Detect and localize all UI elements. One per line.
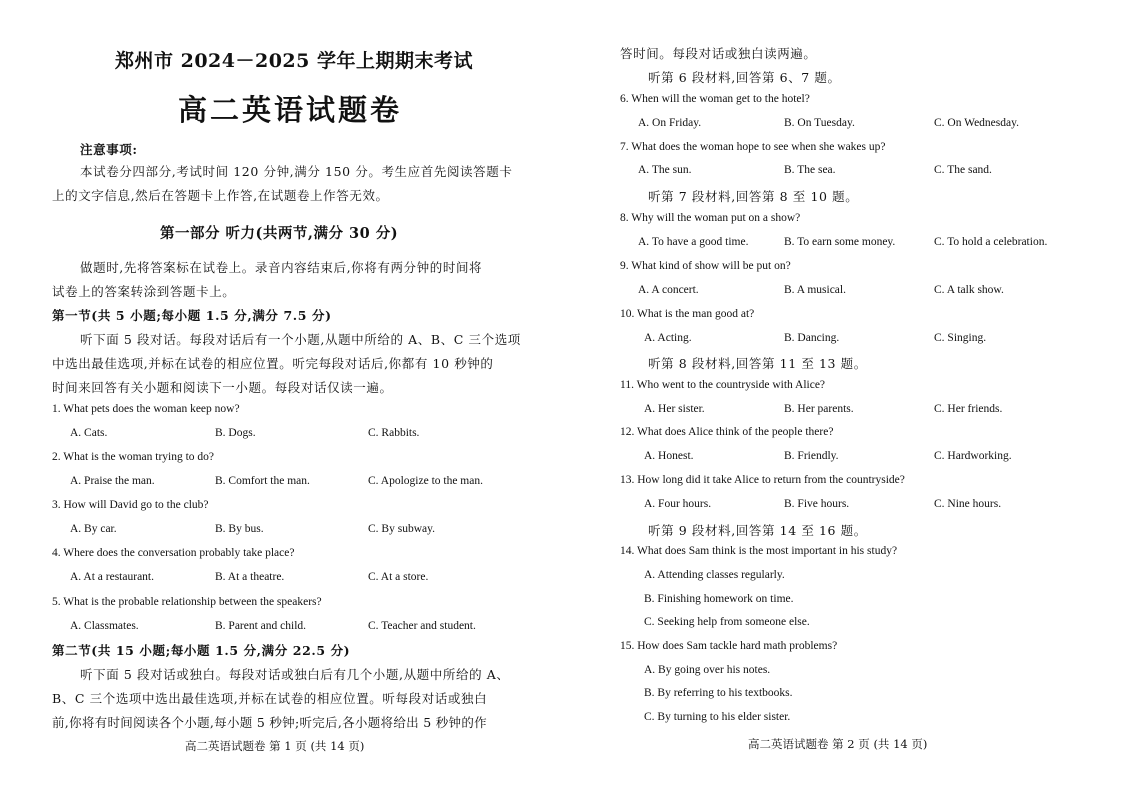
material-heading: 听第 7 段材料,回答第 8 至 10 题。 — [648, 189, 859, 204]
question-text: 5. What is the probable relationship between the speakers? — [52, 596, 322, 608]
question-text: 12. What does Alice think of the people there? — [620, 426, 834, 438]
question-text: 3. How will David go to the club? — [52, 499, 209, 511]
option-a: A. By car. — [70, 523, 117, 535]
option-a: A. Classmates. — [70, 620, 139, 632]
question-text: 10. What is the man good at? — [620, 308, 755, 320]
option-c: C. Teacher and student. — [368, 620, 476, 632]
option-c: C. Nine hours. — [934, 498, 1002, 510]
option-c: C. By subway. — [368, 523, 435, 535]
option-a: A. By going over his notes. — [644, 664, 771, 676]
material-heading: 听第 6 段材料,回答第 6、7 题。 — [648, 70, 841, 85]
question-text: 7. What does the woman hope to see when she wakes up? — [620, 141, 886, 153]
question-text: 14. What does Sam think is the most important in his study? — [620, 545, 898, 557]
option-b: B. By bus. — [215, 523, 264, 535]
option-c: C. To hold a celebration. — [934, 236, 1048, 248]
exam-page-1 — [0, 0, 560, 794]
page-footer: 高二英语试题卷 第 1 页 (共 14 页) — [185, 739, 365, 753]
option-c: C. Rabbits. — [368, 427, 420, 439]
section-instruction: 时间来回答有关小题和阅读下一小题。每段对话仅读一遍。 — [52, 380, 393, 395]
option-b: B. Friendly. — [784, 450, 839, 462]
option-b: B. Dancing. — [784, 332, 840, 344]
option-b: B. To earn some money. — [784, 236, 896, 248]
section-instruction: 听下面 5 段对话或独白。每段对话或独白后有几个小题,从题中所给的 A、 — [80, 667, 510, 682]
question-text: 1. What pets does the woman keep now? — [52, 403, 240, 415]
option-a: A. On Friday. — [638, 117, 702, 129]
question-text: 2. What is the woman trying to do? — [52, 451, 215, 463]
question-text: 6. When will the woman get to the hotel? — [620, 93, 810, 105]
option-c: C. By turning to his elder sister. — [644, 711, 791, 723]
part-heading: 第一部分 听力(共两节,满分 30 分) — [160, 225, 399, 242]
question-text: 9. What kind of show will be put on? — [620, 260, 791, 272]
option-a: A. Praise the man. — [70, 475, 155, 487]
option-a: A. Attending classes regularly. — [644, 569, 785, 581]
section-instruction: 听下面 5 段对话。每段对话后有一个小题,从题中所给的 A、B、C 三个选项 — [80, 332, 521, 347]
option-a: A. The sun. — [638, 164, 692, 176]
intro-line: 试卷上的答案转涂到答题卡上。 — [52, 284, 236, 299]
option-b: B. Comfort the man. — [215, 475, 310, 487]
section-instruction: B、C 三个选项中选出最佳选项,并标在试卷的相应位置。听每段对话或独白 — [52, 691, 488, 706]
section-instruction: 前,你将有时间阅读各个小题,每小题 5 秒钟;听完后,各小题将给出 5 秒钟的作 — [52, 715, 487, 730]
option-c: C. On Wednesday. — [934, 117, 1019, 129]
exam-subtitle: 高二英语试题卷 — [178, 93, 403, 127]
option-c: C. At a store. — [368, 571, 429, 583]
option-c: C. Hardworking. — [934, 450, 1012, 462]
option-c: C. Apologize to the man. — [368, 475, 483, 487]
question-text: 8. Why will the woman put on a show? — [620, 212, 801, 224]
option-b: B. Five hours. — [784, 498, 850, 510]
option-a: A. A concert. — [638, 284, 699, 296]
option-b: B. The sea. — [784, 164, 836, 176]
option-c: C. Her friends. — [934, 403, 1003, 415]
question-text: 11. Who went to the countryside with Alice? — [620, 379, 826, 391]
page-footer: 高二英语试题卷 第 2 页 (共 14 页) — [748, 737, 928, 751]
option-b: B. Finishing homework on time. — [644, 593, 794, 605]
material-heading: 听第 8 段材料,回答第 11 至 13 题。 — [648, 356, 867, 371]
option-b: B. A musical. — [784, 284, 846, 296]
option-a: A. At a restaurant. — [70, 571, 154, 583]
notice-line: 上的文字信息,然后在答题卡上作答,在试题卷上作答无效。 — [52, 188, 389, 203]
section-heading: 第一节(共 5 小题;每小题 1.5 分,满分 7.5 分) — [52, 308, 332, 323]
option-b: B. Her parents. — [784, 403, 854, 415]
option-a: A. Four hours. — [644, 498, 712, 510]
option-a: A. Her sister. — [644, 403, 705, 415]
option-a: A. Acting. — [644, 332, 692, 344]
option-c: C. Singing. — [934, 332, 987, 344]
option-c: C. A talk show. — [934, 284, 1004, 296]
option-b: B. On Tuesday. — [784, 117, 855, 129]
question-text: 4. Where does the conversation probably take place? — [52, 547, 295, 559]
section-instruction: 中选出最佳选项,并标在试卷的相应位置。听完每段对话后,你都有 10 秒钟的 — [52, 356, 494, 371]
option-c: C. The sand. — [934, 164, 992, 176]
question-text: 15. How does Sam tackle hard math problems? — [620, 640, 838, 652]
section-heading: 第二节(共 15 小题;每小题 1.5 分,满分 22.5 分) — [52, 643, 351, 658]
material-heading: 听第 9 段材料,回答第 14 至 16 题。 — [648, 523, 867, 538]
question-text: 13. How long did it take Alice to return from the countryside? — [620, 474, 905, 486]
notice-heading: 注意事项: — [80, 142, 138, 157]
intro-line: 做题时,先将答案标在试卷上。录音内容结束后,你将有两分钟的时间将 — [80, 260, 483, 275]
option-b: B. Dogs. — [215, 427, 256, 439]
option-b: B. At a theatre. — [215, 571, 285, 583]
exam-page-2 — [562, 0, 1123, 794]
continued-line: 答时间。每段对话或独白读两遍。 — [620, 46, 817, 61]
option-a: A. To have a good time. — [638, 236, 749, 248]
option-a: A. Cats. — [70, 427, 108, 439]
option-b: B. By referring to his textbooks. — [644, 687, 793, 699]
option-b: B. Parent and child. — [215, 620, 307, 632]
exam-title: 郑州市 2024－2025 学年上期期末考试 — [115, 50, 473, 72]
notice-line: 本试卷分四部分,考试时间 120 分钟,满分 150 分。考生应首先阅读答题卡 — [80, 164, 513, 179]
option-a: A. Honest. — [644, 450, 694, 462]
option-c: C. Seeking help from someone else. — [644, 616, 810, 628]
